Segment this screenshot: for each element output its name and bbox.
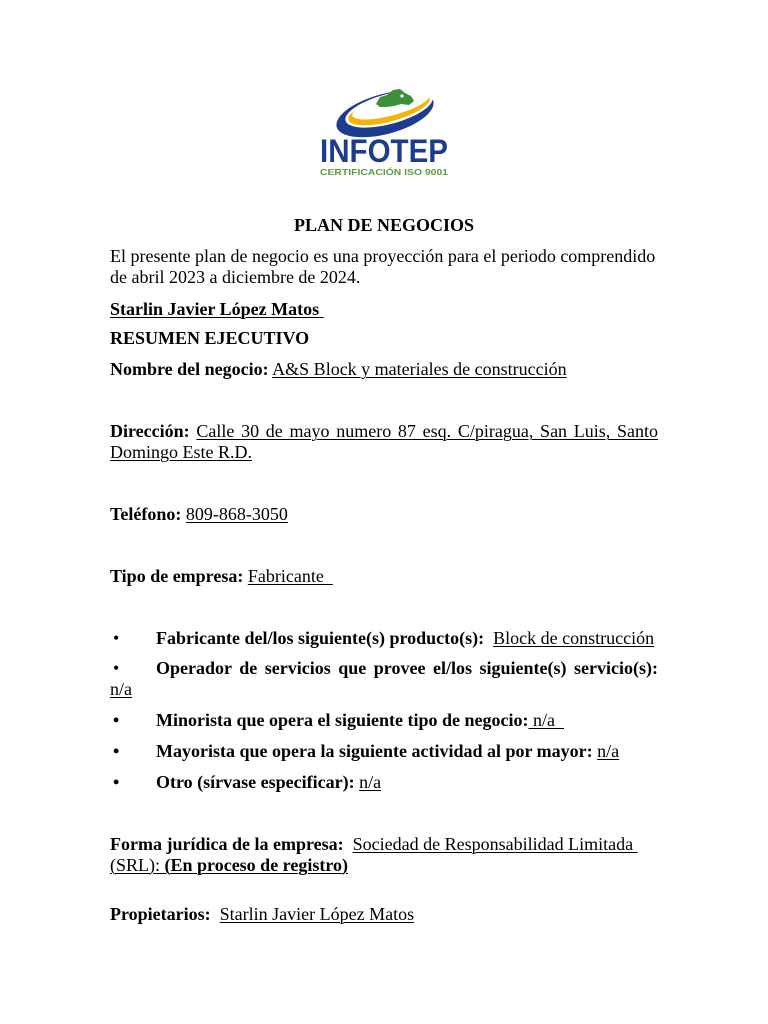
owners-field (110, 904, 658, 925)
legal-form-line (110, 855, 658, 876)
section-heading (110, 328, 658, 349)
title-text: PLAN DE NEGOCIOS (293, 215, 475, 235)
owners-value: Starlin Javier López Matos (219, 904, 415, 924)
list-item-label: Fabricante del/los siguiente(s) producto(s): (156, 628, 485, 648)
legal-form-note: (En proceso de registro) (164, 854, 348, 875)
address-label: Dirección: (110, 421, 190, 441)
list-item-value: Block de construcción (493, 628, 655, 648)
list-item-label: Minorista que opera el siguiente tipo de negocio: (156, 710, 529, 730)
list-item (110, 658, 658, 699)
logo-wordmark: INFOTEP (320, 133, 448, 169)
island-mark-icon (400, 94, 403, 97)
legal-form-value: (SRL): (110, 854, 161, 875)
legal-form-label: Forma jurídica de la empresa: (110, 834, 344, 854)
bullet-icon: • (113, 658, 120, 678)
intro-paragraph (110, 246, 658, 287)
list-item (110, 772, 658, 793)
phone-label: Teléfono: (110, 504, 182, 524)
bullet-icon: • (113, 772, 120, 792)
address-value: Calle 30 de mayo numero 87 esq. C/piragua, San Luis, Santo (196, 421, 659, 441)
address-field (110, 421, 658, 462)
list-item-line (110, 658, 658, 679)
list-item (110, 741, 658, 762)
intro-line: El presente plan de negocio es una proyección para el periodo comprendido (110, 246, 656, 266)
company-type-value: Fabricante (247, 566, 324, 586)
author-name: Starlin Javier López Matos (110, 299, 320, 319)
section-heading-text: RESUMEN EJECUTIVO (110, 328, 310, 348)
phone-field (110, 504, 658, 525)
business-name-value: A&S Block y materiales de construcción (272, 359, 567, 379)
legal-form-value: Sociedad de Responsabilidad Limitada (352, 834, 634, 854)
bullet-icon: • (113, 710, 120, 730)
business-name-label: Nombre del negocio: (110, 359, 269, 379)
logo-tagline: CERTIFICACIÓN ISO 9001 (320, 167, 425, 177)
intro-line: de abril 2023 a diciembre de 2024. (110, 266, 361, 287)
company-type-label: Tipo de empresa: (110, 566, 244, 586)
list-item-label: Otro (sírvase especificar): (156, 772, 355, 792)
list-item (110, 710, 658, 731)
list-item-value: n/a (359, 772, 382, 792)
list-item-value: n/a (532, 710, 555, 730)
list-item-value: n/a (597, 741, 620, 761)
legal-form-field (110, 834, 658, 875)
list-item (110, 628, 658, 649)
document-title (110, 215, 658, 236)
author-line (110, 299, 658, 320)
bullet-icon: • (113, 741, 120, 761)
address-line (110, 442, 658, 463)
business-name-field (110, 359, 658, 380)
list-item-value: n/a (110, 678, 132, 699)
owners-label: Propietarios: (110, 904, 211, 924)
phone-value: 809-868-3050 (185, 504, 288, 524)
list-item-line (110, 679, 658, 700)
list-item-label: Mayorista que opera la siguiente actividad al por mayor: (156, 741, 593, 761)
list-item-label: Operador de servicios que provee el/los siguiente(s) servicio(s): (156, 658, 658, 678)
company-type-field (110, 566, 658, 587)
infotep-logo (310, 84, 460, 180)
address-line (110, 421, 658, 442)
bullet-icon: • (113, 628, 120, 648)
address-value: Domingo Este R.D. (110, 441, 252, 462)
legal-form-line (110, 834, 658, 855)
